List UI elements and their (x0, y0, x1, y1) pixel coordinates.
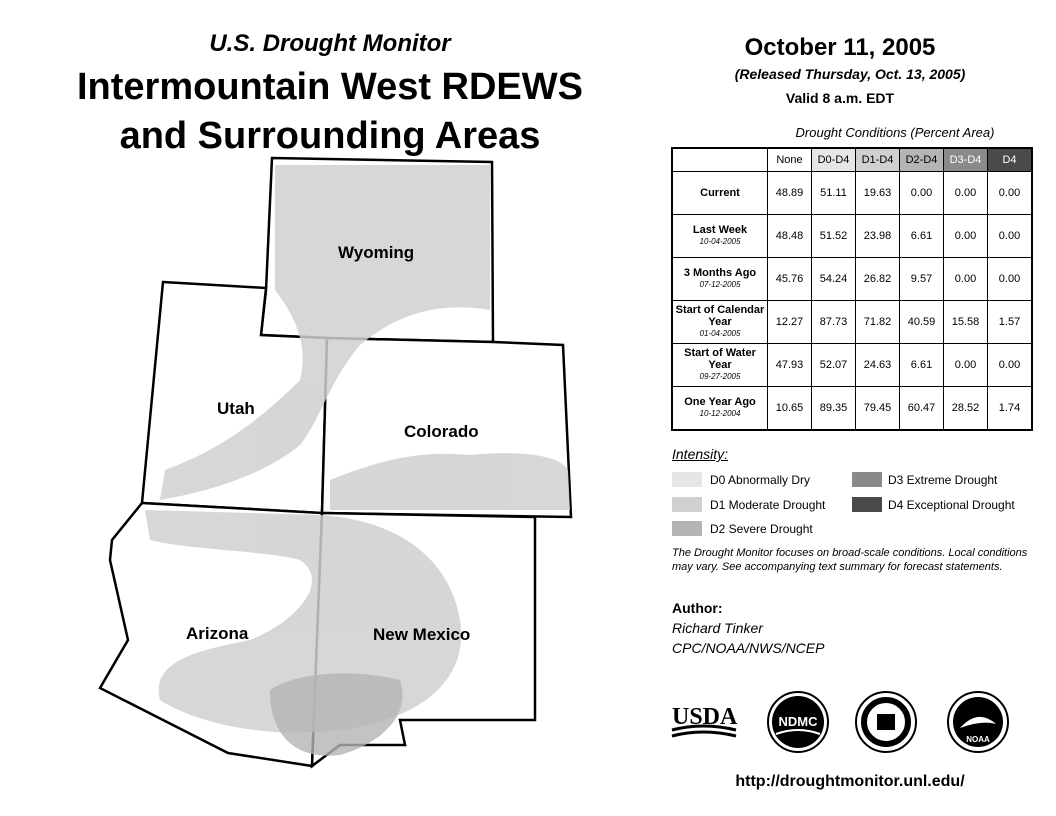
legend-label-d4: D4 Exceptional Drought (888, 498, 1015, 512)
table-cell: 0.00 (944, 344, 988, 387)
table-cell: 26.82 (856, 258, 900, 301)
row-label-text: 3 Months Ago (683, 267, 757, 279)
legend-swatch-d1 (672, 497, 702, 512)
valid-time: Valid 8 a.m. EDT (785, 90, 895, 106)
table-cell: 48.89 (768, 172, 812, 215)
row-label-text: Current (700, 187, 740, 199)
release-date: (Released Thursday, Oct. 13, 2005) (734, 66, 966, 82)
disclaimer-note: The Drought Monitor focuses on broad-scale conditions. Local conditions may vary. See accompanying text summary for forecast statements. (672, 547, 1028, 573)
map-subtitle: U.S. Drought Monitor (209, 30, 451, 57)
table-cell: 0.00 (988, 215, 1033, 258)
table-row (672, 172, 1032, 215)
table-row (672, 215, 1032, 258)
table-cell: 48.48 (768, 215, 812, 258)
col-header: D3-D4 (944, 148, 988, 172)
row-date: 07-12-2005 (699, 280, 741, 289)
row-date: 09-27-2005 (699, 372, 741, 381)
table-cell: 0.00 (944, 258, 988, 301)
table-cell: 1.74 (988, 387, 1033, 431)
table-cell: 40.59 (900, 301, 944, 344)
table-caption: Drought Conditions (Percent Area) (795, 125, 995, 140)
row-label (672, 258, 768, 301)
state-label-arizona: Arizona (186, 624, 249, 643)
table-cell: 51.11 (812, 172, 856, 215)
state-label-colorado: Colorado (404, 422, 479, 441)
legend-swatch-d3 (852, 472, 882, 487)
table-cell: 9.57 (900, 258, 944, 301)
table-row (672, 301, 1032, 344)
table-header-row (672, 148, 1032, 172)
table-cell: 0.00 (988, 172, 1033, 215)
legend-swatch-d4 (852, 497, 882, 512)
table-cell: 15.58 (944, 301, 988, 344)
state-label-new-mexico: New Mexico (373, 625, 471, 644)
state-label-wyoming: Wyoming (338, 243, 415, 262)
table-cell: 6.61 (900, 344, 944, 387)
col-header: D4 (988, 148, 1033, 172)
table-cell: 23.98 (856, 215, 900, 258)
row-label (672, 215, 768, 258)
table-cell: 71.82 (856, 301, 900, 344)
table-cell: 89.35 (812, 387, 856, 431)
table-cell: 47.93 (768, 344, 812, 387)
map-title-line2: and Surrounding Areas (119, 115, 541, 157)
table-corner (672, 148, 768, 172)
website-url: http://droughtmonitor.unl.edu/ (735, 773, 965, 790)
row-label (672, 301, 768, 344)
table-cell: 51.52 (812, 215, 856, 258)
table-cell: 10.65 (768, 387, 812, 431)
table-cell: 0.00 (900, 172, 944, 215)
table-cell: 0.00 (988, 258, 1033, 301)
usda-logo (672, 704, 738, 736)
row-label (672, 172, 768, 215)
author-org: CPC/NOAA/NWS/NCEP (672, 640, 825, 656)
table-cell: 19.63 (856, 172, 900, 215)
agency-logos (668, 690, 1028, 760)
row-date: 10-04-2005 (699, 237, 741, 246)
table-cell: 1.57 (988, 301, 1033, 344)
table-cell: 0.00 (944, 172, 988, 215)
row-date: 10-12-2004 (699, 409, 741, 418)
table-cell: 12.27 (768, 301, 812, 344)
row-date: 01-04-2005 (699, 329, 741, 338)
table-cell: 54.24 (812, 258, 856, 301)
legend-label-d3: D3 Extreme Drought (888, 473, 998, 487)
author-name: Richard Tinker (672, 620, 763, 636)
col-header: D1-D4 (856, 148, 900, 172)
col-header: None (768, 148, 812, 172)
row-label-text: Start of Calendar Year (675, 304, 765, 328)
table-cell: 24.63 (856, 344, 900, 387)
table-cell: 60.47 (900, 387, 944, 431)
table-cell: 0.00 (944, 215, 988, 258)
map-title-line1: Intermountain West RDEWS (77, 66, 583, 108)
col-header: D2-D4 (900, 148, 944, 172)
col-header: D0-D4 (812, 148, 856, 172)
legend-label-d2: D2 Severe Drought (710, 522, 813, 536)
table-row (672, 387, 1032, 431)
table-cell: 6.61 (900, 215, 944, 258)
table-cell: 52.07 (812, 344, 856, 387)
table-cell: 87.73 (812, 301, 856, 344)
table-cell: 79.45 (856, 387, 900, 431)
table-row (672, 258, 1032, 301)
svg-text:USDA: USDA (672, 704, 738, 730)
legend-swatch-d0 (672, 472, 702, 487)
commerce-seal-icon (856, 692, 916, 752)
map-date: October 11, 2005 (744, 34, 936, 61)
state-label-utah: Utah (217, 399, 255, 418)
ndmc-logo (768, 692, 828, 752)
row-label (672, 387, 768, 431)
row-label (672, 344, 768, 387)
legend-label-d1: D1 Moderate Drought (710, 498, 826, 512)
drought-conditions-table (671, 147, 1033, 431)
row-label-text: One Year Ago (684, 396, 756, 408)
row-label-text: Start of Water Year (684, 347, 756, 371)
table-row (672, 344, 1032, 387)
row-label-text: Last Week (692, 224, 748, 236)
drought-map (0, 150, 660, 790)
table-cell: 0.00 (988, 344, 1033, 387)
author-label: Author: (672, 600, 723, 616)
legend-title: Intensity: (672, 446, 729, 462)
legend-label-d0: D0 Abnormally Dry (710, 473, 811, 487)
table-cell: 28.52 (944, 387, 988, 431)
noaa-logo (948, 692, 1008, 752)
svg-text:NDMC: NDMC (778, 714, 818, 729)
svg-text:NOAA: NOAA (966, 735, 990, 744)
table-cell: 45.76 (768, 258, 812, 301)
legend-swatch-d2 (672, 521, 702, 536)
